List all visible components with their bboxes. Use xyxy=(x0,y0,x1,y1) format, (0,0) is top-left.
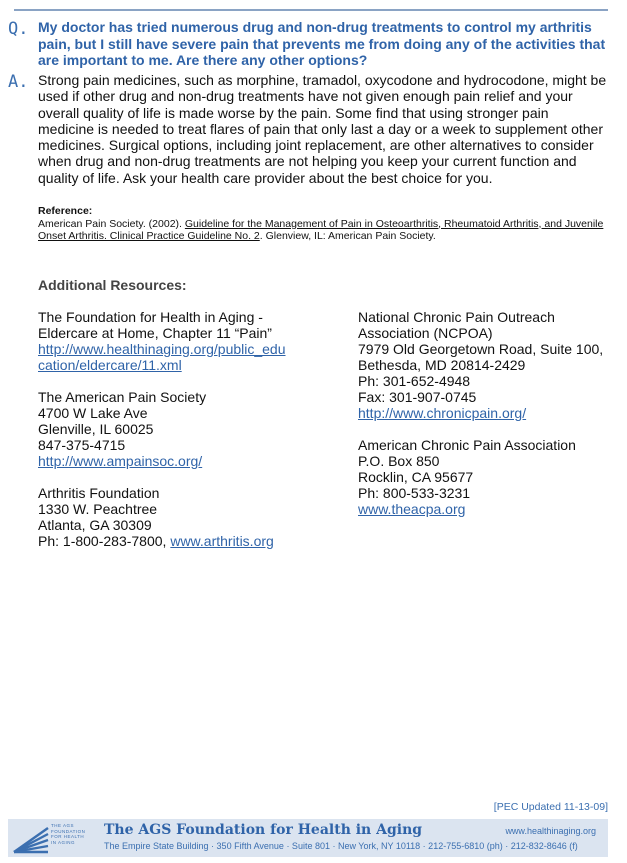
resource-ncpoa xyxy=(358,309,623,421)
resources-left-column xyxy=(38,309,338,565)
reference-citation xyxy=(38,218,613,243)
ags-logo-text xyxy=(51,823,85,845)
question-block xyxy=(8,19,608,69)
logo-line: THE AGS xyxy=(51,823,75,828)
resource-line: Ph: 800-533-3231 xyxy=(358,485,471,501)
resource-acpa xyxy=(358,437,623,517)
resource-line: Ph: 301-652-4948 xyxy=(358,373,471,389)
resources-right-column xyxy=(358,309,623,533)
footer-banner xyxy=(8,819,608,857)
footer-title: The AGS Foundation for Health in Aging xyxy=(104,822,423,838)
reference-title: Guideline for the Management of Pain in Osteoarthritis, Rheumatoid Arthritis, and Juvenile Onset Arthritis. Clinical Practice Guideline No. 2 xyxy=(38,217,604,242)
resource-line: American Chronic Pain Association xyxy=(358,437,576,453)
resource-line: Fax: 301-907-0745 xyxy=(358,389,477,405)
resource-phone: Ph: 1-800-283-7800, xyxy=(38,533,171,549)
resource-line: Glenville, IL 60025 xyxy=(38,421,154,437)
answer-marker: A. xyxy=(8,72,29,92)
resource-aps xyxy=(38,389,338,469)
reference-heading: Reference: xyxy=(38,205,93,217)
question-marker: Q. xyxy=(8,19,29,39)
updated-note: [PEC Updated 11-13-09] xyxy=(493,801,608,813)
ags-logo-icon xyxy=(12,822,50,854)
resource-line: Rocklin, CA 95677 xyxy=(358,469,474,485)
resource-line: The American Pain Society xyxy=(38,389,207,405)
ampainsoc-link[interactable]: http://www.ampainsoc.org/ xyxy=(38,453,203,469)
logo-line: IN AGING xyxy=(51,839,76,845)
reference-suffix: . Glenview, IL: American Pain Society. xyxy=(259,230,436,242)
resource-fha xyxy=(38,309,338,373)
fha-eldercare-link[interactable]: http://www.healthinaging.org/public_edu xyxy=(38,341,286,357)
resource-arthritis-foundation xyxy=(38,485,338,549)
theacpa-link[interactable]: www.theacpa.org xyxy=(358,501,466,517)
answer-block xyxy=(8,72,608,186)
top-divider xyxy=(14,9,608,11)
resource-line: P.O. Box 850 xyxy=(358,453,440,469)
reference-prefix: American Pain Society. (2002). xyxy=(38,217,185,230)
reference-section xyxy=(38,205,613,243)
resource-line: Arthritis Foundation xyxy=(38,485,160,501)
resource-line: The Foundation for Health in Aging - xyxy=(38,309,263,325)
resource-line: 1330 W. Peachtree xyxy=(38,501,158,517)
resource-line: 7979 Old Georgetown Road, Suite 100, xyxy=(358,341,604,357)
resource-line: National Chronic Pain Outreach xyxy=(358,309,555,325)
logo-line: FOR HEALTH xyxy=(51,834,85,839)
resource-phone-line xyxy=(38,533,338,549)
footer-website[interactable]: www.healthinaging.org xyxy=(505,826,596,836)
logo-line: FOUNDATION xyxy=(51,828,86,834)
answer-text: Strong pain medicines, such as morphine, tramadol, oxycodone and hydrocodone, might be used if other drug and non-drug treatments have not given enough pain relief and your overall quality of life is made worse by the pain. Some find that using stronger pain medicine is needed to treat flares of pain that only last a day or a week to supplement other medicines. Surgical options, including joint replacement, are other alternatives to consider when drug and non-drug treatments are not helping you keep your current function and quality of life. Ask your health care provider about the best choice for you. xyxy=(38,72,607,186)
arthritis-link[interactable]: www.arthritis.org xyxy=(170,533,274,549)
question-text: My doctor has tried numerous drug and non-drug treatments to control my arthritis pain, but I still have severe pain that prevents me from doing any of the activities that are important to me. Are there any other options? xyxy=(38,19,606,68)
resource-line: Eldercare at Home, Chapter 11 “Pain” xyxy=(38,325,272,341)
resource-line: Bethesda, MD 20814-2429 xyxy=(358,357,526,373)
resource-line: Atlanta, GA 30309 xyxy=(38,517,152,533)
chronicpain-link[interactable]: http://www.chronicpain.org/ xyxy=(358,405,527,421)
ags-logo xyxy=(8,819,96,857)
footer-address: The Empire State Building · 350 Fifth Avenue · Suite 801 · New York, NY 10118 · 212-755-6810 (ph) · 212-832-8646 (f) xyxy=(104,841,578,851)
fha-eldercare-link-cont[interactable]: cation/eldercare/11.xml xyxy=(38,357,182,373)
resource-line: 847-375-4715 xyxy=(38,437,126,453)
additional-resources-heading: Additional Resources: xyxy=(38,277,187,293)
resource-line: 4700 W Lake Ave xyxy=(38,405,148,421)
resource-line: Association (NCPOA) xyxy=(358,325,493,341)
